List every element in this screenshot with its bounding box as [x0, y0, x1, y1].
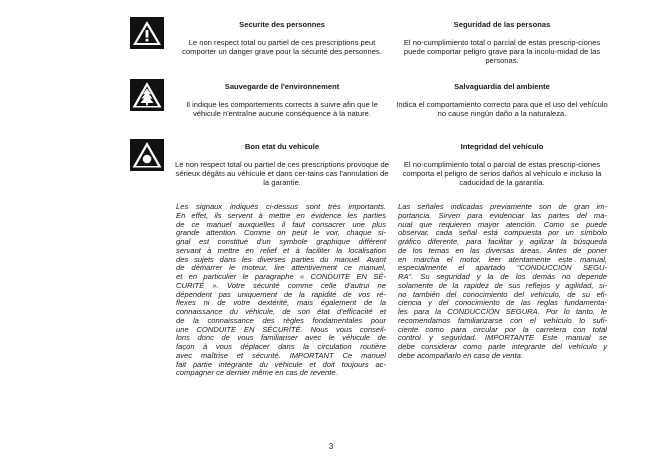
body-text-fr: [176, 203, 386, 378]
body-line: ciente como para circular por la carretera con total: [398, 324, 607, 334]
body-line: portancia. Sirven para evidenciar las partes del ma-: [398, 210, 607, 220]
paragraph: Le non respect total ou partiel de ces prescriptions provoque de sérieux dégâts au véhicule et dans cer-tains cas l'annulation de la garantie.: [174, 160, 390, 187]
body-line: debe considerar como parte integrante del vehículo y: [398, 342, 607, 351]
body-line: Las señales indicadas previamente son de gran im-: [398, 202, 607, 211]
section-ambiente-es: [395, 82, 609, 119]
body-line: lons donc de vous familiariser avec le véhicule de: [176, 333, 386, 343]
vehicle-warning-icon: [130, 139, 164, 171]
body-line: CURITÉ ». Votre sécurité comme celle d'autrui ne: [176, 280, 386, 290]
body-line: especialmente el apartado "CONDUCCIÓN SEGU-: [398, 263, 607, 273]
heading: Bon etat du vehicule: [244, 142, 320, 151]
tree-environment-icon: [130, 79, 164, 111]
body-line: en marcha el motor, leer atentamente este manual,: [398, 254, 607, 264]
body-line: dépendent pas uniquement de la rapidité de vos ré-: [176, 289, 386, 299]
body-line: et en particulier le paragraphe « CONDUITE EN SÉ-: [176, 272, 386, 281]
body-line: observar, cada señal está compuesta por un símbolo: [398, 228, 607, 238]
body-line: En effet, ils servent à mettre en évidence les parties: [176, 210, 386, 220]
body-line: flexes ni de votre dextérité, mais également de la: [176, 298, 386, 308]
heading: Integridad del vehículo: [460, 142, 544, 151]
section-vehicule-fr: [172, 142, 392, 187]
paragraph: El no-cumplimiento total o parcial de estas prescrip-ciones comporta el peligro de serios daños al vehículo e incluso la caducidad de la garantía.: [402, 160, 602, 187]
page-number: 3: [328, 442, 334, 451]
body-line: Les signaux indiqués ci-dessus sont très importants.: [176, 202, 386, 211]
body-text-es: [398, 203, 607, 361]
section-environnement-fr: [172, 82, 392, 119]
body-line: debe acompañarlo en caso de venta.: [398, 350, 523, 360]
heading: Securite des personnes: [239, 20, 325, 29]
body-line: de la connaissance des règles fondamentales pour: [176, 315, 386, 325]
heading: Sauvegarde de l'environnement: [224, 82, 340, 91]
body-line: servant à mettre en relief et à faciliter la localisation: [176, 245, 386, 255]
body-line: de démarrer le moteur, lire attentivement ce manuel,: [176, 263, 386, 273]
body-line: RA". Su seguridad y la de los demás no depende: [398, 272, 607, 281]
body-line: solamente de la rapidez de sus reflejos y agilidad, si-: [398, 280, 607, 290]
body-line: recomendamos familiarizarse con el vehículo lo sufi-: [398, 315, 607, 325]
body-line: façon à vous déplacer dans la circulation routière: [176, 342, 386, 351]
body-line: les para la CONDUCCIÓN SEGURA. Por lo tanto, le: [398, 307, 607, 316]
warning-triangle-icon: [130, 17, 164, 49]
body-line: no también del conocimiento del vehículo, de su efi-: [398, 289, 607, 299]
body-line: compagner ce dernier même en cas de revente.: [176, 368, 338, 378]
body-line: une CONDUITE EN SÉCURITÉ. Nous vous conseil-: [176, 324, 386, 334]
heading: Salvaguardia del ambiente: [454, 82, 550, 91]
heading: Seguridad de las personas: [453, 20, 551, 29]
body-line: control y seguridad. IMPORTANTE Este manual se: [398, 333, 607, 343]
body-line: nual que requieren mayor atención. Como se puede: [398, 219, 607, 229]
body-line: avec maîtrise et sécurité. IMPORTANT Ce manuel: [176, 350, 386, 360]
section-personnes-fr: [172, 20, 392, 57]
section-personas-es: [395, 20, 609, 65]
body-line: connaissance du véhicule, de son état d'efficacité et: [176, 307, 386, 316]
paragraph: Il indique les comportements corrects à suivre afin que le véhicule n'entraîne aucune conséquence à la nature.: [186, 100, 378, 118]
paragraph: El no-cumplimiento total o parcial de estas prescrip-ciones puede comportar peligro grave para la incolu-midad de las personas.: [403, 38, 601, 65]
body-line: grande attention. Comme on peut le voir, chaque si-: [176, 228, 386, 238]
body-line: ciencia y del conocimiento de las reglas fundamenta-: [398, 298, 607, 308]
paragraph: Le non respect total ou partiel de ces prescriptions peut comporter un danger grave pour la sécurité des personnes.: [182, 38, 382, 56]
body-line: fait partie intégrante du véhicule et doit toujours ac-: [176, 359, 386, 369]
paragraph: Indica el comportamiento correcto para que el uso del vehículo no cause ningún daño a la naturaleza.: [396, 100, 608, 118]
body-line: gnal est constitué d'un symbole graphique différent: [176, 237, 386, 246]
body-line: gráfico diferente, para facilitar y agilizar la búsqueda: [398, 237, 607, 246]
section-vehiculo-es: [395, 142, 609, 187]
body-line: de los temas en las diversas áreas. Antes de poner: [398, 245, 607, 255]
body-line: des sujets dans les diverses parties du manuel. Avant: [176, 254, 386, 264]
body-line: de ce manuel auxquelles il faut consacrer une plus: [176, 219, 386, 229]
